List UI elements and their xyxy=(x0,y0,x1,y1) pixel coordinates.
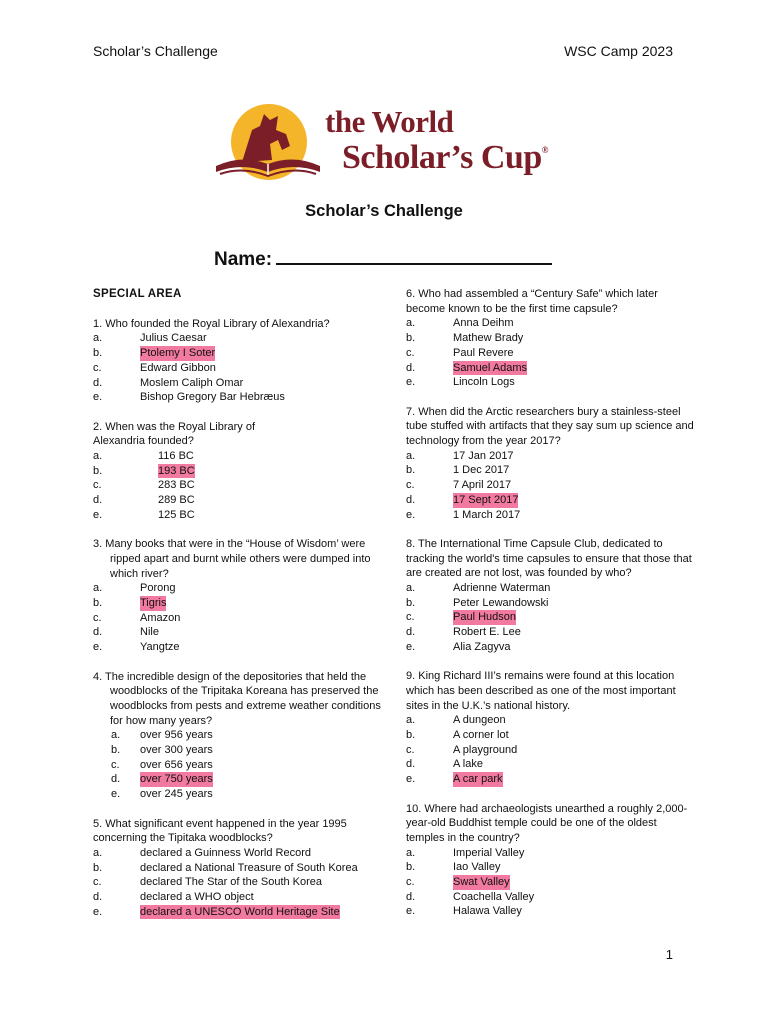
section-heading: SPECIAL AREA xyxy=(93,288,182,300)
option-row: a. Porong xyxy=(93,582,176,595)
option-row: a. 17 Jan 2017 xyxy=(406,449,514,462)
option-row: a. A dungeon xyxy=(406,714,506,727)
option-row: b. 193 BC xyxy=(93,464,195,477)
option-row: a. Anna Deihm xyxy=(406,317,514,330)
option-row: a. Adrienne Waterman xyxy=(406,582,551,595)
question-9 xyxy=(406,669,696,787)
option-row: d. over 750 years xyxy=(111,773,213,786)
option-row: c. Swat Valley xyxy=(406,876,510,889)
option-row: c. over 656 years xyxy=(111,758,213,771)
option-row: d. 17 Sept 2017 xyxy=(406,493,519,506)
option-row: e. Yangtze xyxy=(93,641,180,654)
option-row: c. 283 BC xyxy=(93,479,195,492)
option-row: b. Tigris xyxy=(93,597,167,610)
logo-text-line2: Scholar’s Cup® xyxy=(342,139,548,176)
option-row: e. declared a UNESCO World Heritage Site xyxy=(93,905,340,918)
question-text: 8. The International Time Capsule Club, dedicated to tracking the world's time capsules to ensure that those that are created are not lost, was founded by who? xyxy=(406,537,692,580)
option-row: b. 1 Dec 2017 xyxy=(406,464,510,477)
option-row: b. Ptolemy I Soter xyxy=(93,347,216,360)
question-6 xyxy=(406,287,696,390)
question-8 xyxy=(406,537,696,655)
question-2 xyxy=(93,420,393,523)
question-3 xyxy=(93,537,393,655)
option-row: a. 116 BC xyxy=(93,450,194,463)
option-row: e. Bishop Gregory Bar Hebræus xyxy=(93,391,285,404)
option-row: d. Robert E. Lee xyxy=(406,626,521,639)
option-row: b. declared a National Treasure of South Korea xyxy=(93,861,358,874)
question-text: 2. When was the Royal Library of xyxy=(93,420,256,433)
highlighted-answer: Samuel Adams xyxy=(453,361,527,374)
option-row: e. Lincoln Logs xyxy=(406,376,515,389)
option-row: d. Coachella Valley xyxy=(406,890,535,903)
option-row: d. Moslem Caliph Omar xyxy=(93,376,244,389)
name-field[interactable]: Name: xyxy=(214,247,552,271)
option-row: c. Amazon xyxy=(93,611,181,624)
right-column xyxy=(406,287,696,934)
option-row: d. Nile xyxy=(93,626,159,639)
highlighted-answer: Tigris xyxy=(140,597,167,610)
option-row: e. Alia Zagyva xyxy=(406,640,511,653)
option-row: e. over 245 years xyxy=(111,788,213,801)
option-row: c. Edward Gibbon xyxy=(93,361,216,374)
option-row: a. Imperial Valley xyxy=(406,846,525,859)
option-row: d. declared a WHO object xyxy=(93,891,254,904)
question-text: 9. King Richard III’s remains were found at this location which has been described as one of the most important sites in the U.K.’s national history. xyxy=(406,670,676,712)
question-text: 3. Many books that were in the “House of Wisdom’ were ripped apart and burnt while others were dumped into which river? xyxy=(93,538,371,580)
highlighted-answer: declared a UNESCO World Heritage Site xyxy=(140,905,340,918)
question-5 xyxy=(93,817,393,920)
header-left: Scholar’s Challenge xyxy=(93,43,218,59)
option-row: c. declared The Star of the South Korea xyxy=(93,876,323,889)
highlighted-answer: over 750 years xyxy=(140,773,213,786)
option-row: b. A corner lot xyxy=(406,729,509,742)
highlighted-answer: 193 BC xyxy=(158,464,195,477)
option-row: e. Halawa Valley xyxy=(406,905,522,918)
option-row: a. Julius Caesar xyxy=(93,332,207,345)
question-4 xyxy=(93,670,393,802)
question-10 xyxy=(406,802,696,920)
highlighted-answer: Swat Valley xyxy=(453,876,510,889)
highlighted-answer: Ptolemy I Soter xyxy=(140,347,216,360)
option-row: c. Paul Hudson xyxy=(406,611,516,624)
option-row: d. Samuel Adams xyxy=(406,361,527,374)
option-row: d. 289 BC xyxy=(93,494,195,507)
option-row: a. over 956 years xyxy=(111,729,213,742)
highlighted-answer: Paul Hudson xyxy=(453,611,516,624)
highlighted-answer: A car park xyxy=(453,773,503,786)
page-number: 1 xyxy=(665,947,673,962)
question-text: 4. The incredible design of the depositories that held the woodblocks of the Tripitaka Koreana has preserved the woodblocks from pests and extreme weather conditions for how many years? xyxy=(93,670,381,727)
question-text: 1. Who founded the Royal Library of Alexandria? xyxy=(93,317,330,330)
option-row: c. 7 April 2017 xyxy=(406,479,512,492)
option-row: b. over 300 years xyxy=(111,744,213,757)
option-row: b. Peter Lewandowski xyxy=(406,596,549,609)
option-row: e. 1 March 2017 xyxy=(406,508,521,521)
question-text: 5. What significant event happened in the year 1995 concerning the Tipitaka woodblocks? xyxy=(93,817,347,845)
option-row: c. Paul Revere xyxy=(406,346,514,359)
question-7 xyxy=(406,405,696,523)
question-1 xyxy=(93,317,393,405)
header-right: WSC Camp 2023 xyxy=(564,43,673,59)
option-row: b. Iao Valley xyxy=(406,861,501,874)
option-row: c. A playground xyxy=(406,743,518,756)
option-row: e. A car park xyxy=(406,773,503,786)
question-text: Alexandria founded? xyxy=(93,435,194,448)
highlighted-answer: 17 Sept 2017 xyxy=(453,493,519,506)
option-row: e. 125 BC xyxy=(93,508,195,521)
left-column xyxy=(93,287,393,934)
option-row: a. declared a Guinness World Record xyxy=(93,846,311,859)
question-text: 10. Where had archaeologists unearthed a roughly 2,000-year-old Buddhist temple could be one of the oldest temples in the country? xyxy=(406,802,688,844)
option-row: b. Mathew Brady xyxy=(406,332,524,345)
page-title: Scholar’s Challenge xyxy=(305,202,463,220)
question-text: 7. When did the Arctic researchers bury a stainless-steel tube stuffed with artifacts that they say sum up science and technology from the year 2017? xyxy=(406,405,694,448)
logo-text-line1: the World xyxy=(325,104,454,139)
option-row: d. A lake xyxy=(406,758,483,771)
question-text: 6. Who had assembled a “Century Safe” which later become known to be the first time capsule? xyxy=(406,288,658,315)
